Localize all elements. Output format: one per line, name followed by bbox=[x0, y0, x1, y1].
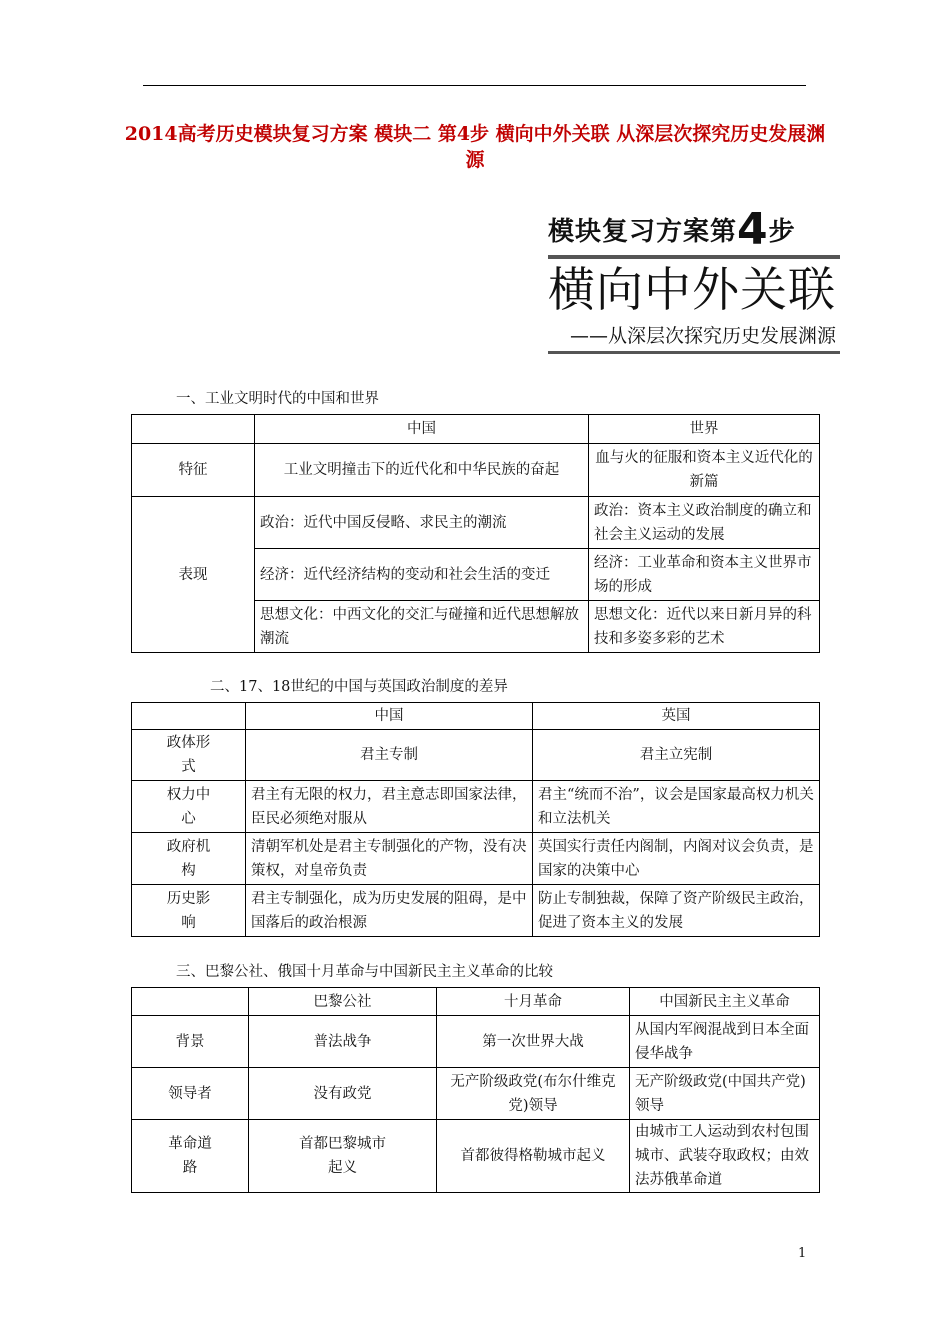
table-cell: 政治：近代中国反侵略、求民主的潮流 bbox=[255, 497, 589, 549]
table-cell: 清朝军机处是君主专制强化的产物，没有决策权，对皇帝负责 bbox=[246, 833, 533, 885]
section3-table bbox=[131, 987, 820, 1193]
table-cell: 无产阶级政党(中国共产党)领导 bbox=[630, 1068, 820, 1120]
table-row bbox=[132, 1068, 820, 1120]
table-cell: 经济：近代经济结构的变动和社会生活的变迁 bbox=[255, 549, 589, 601]
section2-heading: 二、17、18世纪的中国与英国政治制度的差异 bbox=[210, 679, 508, 695]
table-header-row bbox=[132, 988, 820, 1016]
banner-line3: ——从深层次探究历史发展渊源 bbox=[569, 325, 836, 347]
header-cell: 中国 bbox=[246, 703, 533, 730]
header-cell: 中国新民主主义革命 bbox=[630, 988, 820, 1016]
banner-underline bbox=[548, 351, 840, 354]
table-row bbox=[132, 885, 820, 937]
table-row bbox=[132, 781, 820, 833]
table-cell: 经济：工业革命和资本主义世界市场的形成 bbox=[589, 549, 820, 601]
header-cell bbox=[132, 703, 246, 730]
table-cell: 从国内军阀混战到日本全面侵华战争 bbox=[630, 1016, 820, 1068]
table-row bbox=[132, 1016, 820, 1068]
table-header-row bbox=[132, 415, 820, 444]
section3-heading: 三、巴黎公社、俄国十月革命与中国新民主主义革命的比较 bbox=[176, 964, 553, 980]
table-row bbox=[132, 730, 820, 781]
row-label: 政府机构 bbox=[132, 833, 246, 885]
table-cell: 君主专制强化，成为历史发展的阻碍，是中国落后的政治根源 bbox=[246, 885, 533, 937]
row-label: 革命道路 bbox=[132, 1120, 249, 1193]
row-label: 表现 bbox=[132, 497, 255, 653]
table-cell: 政治：资本主义政治制度的确立和社会主义运动的发展 bbox=[589, 497, 820, 549]
table-cell: 无产阶级政党(布尔什维克党)领导 bbox=[437, 1068, 630, 1120]
header-cell bbox=[132, 988, 249, 1016]
table-cell: 普法战争 bbox=[249, 1016, 437, 1068]
header-cell: 十月革命 bbox=[437, 988, 630, 1016]
section-banner bbox=[548, 204, 840, 354]
table-cell: 血与火的征服和资本主义近代化的新篇 bbox=[589, 444, 820, 497]
row-label: 政体形式 bbox=[132, 730, 246, 781]
section1-heading: 一、工业文明时代的中国和世界 bbox=[176, 391, 379, 407]
table-cell: 英国实行责任内阁制，内阁对议会负责，是国家的决策中心 bbox=[533, 833, 820, 885]
banner-line1-suffix: 步 bbox=[768, 217, 796, 247]
table-cell: 思想文化：中西文化的交汇与碰撞和近代思想解放潮流 bbox=[255, 601, 589, 653]
banner-line2: 横向中外关联 bbox=[548, 263, 836, 318]
table-row bbox=[132, 497, 820, 549]
document-title: 2014高考历史模块复习方案 模块二 第4步 横向中外关联 从深层次探究历史发展渊源 bbox=[124, 123, 826, 171]
table-cell: 君主“统而不治”，议会是国家最高权力机关和立法机关 bbox=[533, 781, 820, 833]
header-cell: 世界 bbox=[589, 415, 820, 444]
table-cell: 工业文明撞击下的近代化和中华民族的奋起 bbox=[255, 444, 589, 497]
table-cell: 首都彼得格勒城市起义 bbox=[437, 1120, 630, 1193]
row-label: 背景 bbox=[132, 1016, 249, 1068]
header-cell: 巴黎公社 bbox=[249, 988, 437, 1016]
table-cell: 第一次世界大战 bbox=[437, 1016, 630, 1068]
header-cell: 中国 bbox=[255, 415, 589, 444]
table-row bbox=[132, 833, 820, 885]
banner-step-number: 4 bbox=[737, 204, 769, 255]
header-cell: 英国 bbox=[533, 703, 820, 730]
table-row bbox=[132, 1120, 820, 1193]
table-cell: 由城市工人运动到农村包围城市、武装夺取政权；由效法苏俄革命道 bbox=[630, 1120, 820, 1193]
banner-line1 bbox=[548, 204, 840, 255]
table-cell: 君主专制 bbox=[246, 730, 533, 781]
table-cell: 首都巴黎城市起义 bbox=[249, 1120, 437, 1193]
header-cell bbox=[132, 415, 255, 444]
table-cell: 君主立宪制 bbox=[533, 730, 820, 781]
table-cell: 没有政党 bbox=[249, 1068, 437, 1120]
row-label: 领导者 bbox=[132, 1068, 249, 1120]
row-label: 历史影响 bbox=[132, 885, 246, 937]
header-rule bbox=[143, 85, 806, 86]
table-row bbox=[132, 444, 820, 497]
banner-line1-prefix: 模块复习方案第 bbox=[548, 217, 738, 247]
section2-table bbox=[131, 702, 820, 937]
table-cell: 君主有无限的权力，君主意志即国家法律，臣民必须绝对服从 bbox=[246, 781, 533, 833]
row-label: 特征 bbox=[132, 444, 255, 497]
section1-table bbox=[131, 414, 820, 653]
row-label: 权力中心 bbox=[132, 781, 246, 833]
table-cell: 思想文化：近代以来日新月异的科技和多姿多彩的艺术 bbox=[589, 601, 820, 653]
page-number: 1 bbox=[798, 1246, 807, 1261]
table-header-row bbox=[132, 703, 820, 730]
table-cell: 防止专制独裁，保障了资产阶级民主政治，促进了资本主义的发展 bbox=[533, 885, 820, 937]
